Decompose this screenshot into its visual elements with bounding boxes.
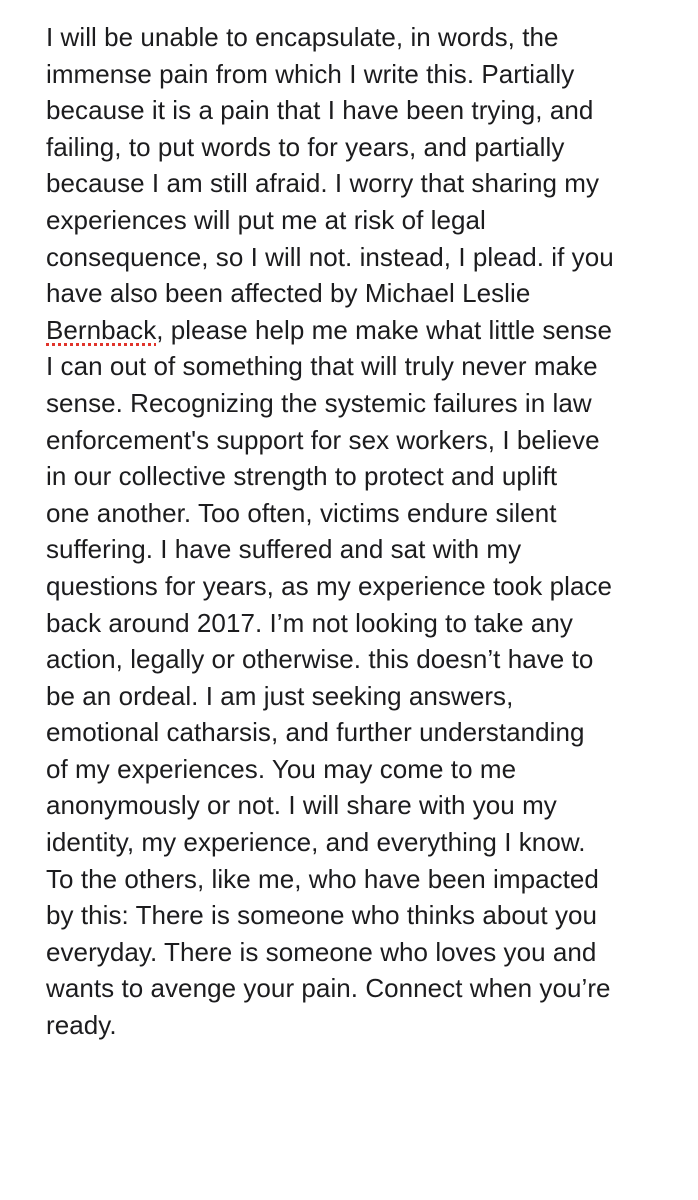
note-line: anonymously or not. I will share with you my	[46, 790, 557, 821]
note-line	[46, 312, 696, 349]
note-line-rest: , please help me make what little sense	[156, 314, 612, 345]
note-line: emotional catharsis, and further understanding	[46, 717, 585, 748]
note-line: ready.	[46, 1010, 117, 1041]
note-line: questions for years, as my experience took place	[46, 570, 613, 601]
note-line: in our collective strength to protect and uplift	[46, 461, 558, 492]
note-line: To the others, like me, who have been impacted	[46, 863, 599, 894]
note-line: experiences will put me at risk of legal	[46, 204, 486, 235]
note-line: sense. Recognizing the systemic failures in law	[46, 387, 592, 418]
note-line: one another. Too often, victims endure silent	[46, 497, 557, 528]
note-line: action, legally or otherwise. this doesn’t have to	[46, 644, 594, 675]
misspelled-word[interactable]: Bernback	[46, 314, 157, 345]
note-line: failing, to put words to for years, and partially	[46, 131, 565, 162]
note-line: I can out of something that will truly never make	[46, 351, 598, 382]
note-line: I will be unable to encapsulate, in words, the	[46, 22, 559, 52]
note-line: have also been affected by Michael Leslie	[46, 278, 531, 309]
note-body[interactable]	[46, 19, 696, 1044]
note-line: wants to avenge your pain. Connect when you’re	[46, 973, 611, 1004]
note-line: back around 2017. I’m not looking to take any	[46, 607, 573, 638]
note-line: of my experiences. You may come to me	[46, 753, 517, 784]
note-line: enforcement's support for sex workers, I believe	[46, 424, 600, 455]
note-line: be an ordeal. I am just seeking answers,	[46, 680, 514, 711]
note-line: because I am still afraid. I worry that sharing my	[46, 168, 600, 199]
note-line: by this: There is someone who thinks about you	[46, 900, 598, 931]
note-line: consequence, so I will not. instead, I plead. if you	[46, 241, 614, 272]
note-line: everyday. There is someone who loves you and	[46, 936, 597, 967]
note-line: because it is a pain that I have been trying, and	[46, 95, 594, 126]
note-line: suffering. I have suffered and sat with my	[46, 534, 522, 565]
note-line: identity, my experience, and everything I know.	[46, 827, 586, 858]
note-line: immense pain from which I write this. Partially	[46, 58, 575, 89]
